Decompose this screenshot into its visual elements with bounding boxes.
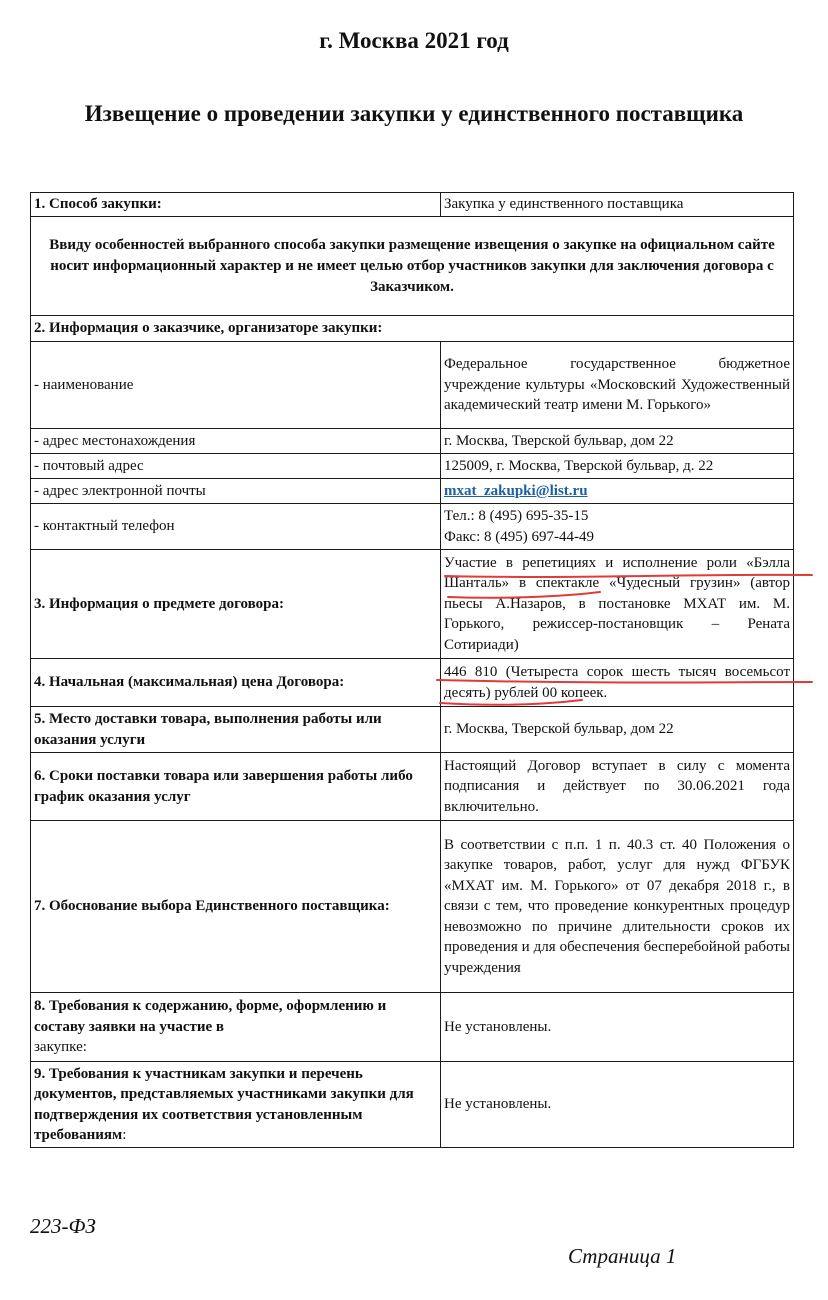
city-year-heading: г. Москва 2021 год xyxy=(319,28,509,53)
procurement-table xyxy=(30,192,794,1148)
phone-value: Тел.: 8 (495) 695-35-15 xyxy=(444,508,589,524)
application-requirements-bold: 8. Требования к содержанию, форме, оформлению и составу заявки на участие в xyxy=(34,998,387,1035)
table-row xyxy=(31,429,794,454)
postal-value: 125009, г. Москва, Тверской бульвар, д. 22 xyxy=(441,454,794,479)
fax-value: Факс: 8 (495) 697-44-49 xyxy=(444,528,594,545)
price-label: 4. Начальная (максимальная) цена Договора: xyxy=(31,659,441,707)
participant-requirements-bold: 9. Требования к участникам закупки и перечень документов, представляемых участниками закупки для подтверждения их соответствия установленным требованиям xyxy=(34,1065,414,1143)
document-title: Извещение о проведении закупки у единственного поставщика xyxy=(84,101,744,126)
table-row xyxy=(31,993,794,1062)
delivery-place-value: г. Москва, Тверской бульвар, дом 22 xyxy=(441,707,794,753)
table-row xyxy=(31,342,794,429)
page-number: Страница 1 xyxy=(568,1244,677,1268)
table-row xyxy=(31,1062,794,1148)
email-cell xyxy=(441,479,794,504)
terms-label: 6. Сроки поставки товара или завершения работы либо график оказания услуг xyxy=(31,753,441,821)
justification-value: В соответствии с п.п. 1 п. 40.3 ст. 40 Положения о закупке товаров, работ, услуг для нужд ФГБУК «МХАТ им. М. Горького» от 07 декабря 2018 г., в связи с тем, что проведение конкурентных процедур невозможно по причине длительности сроков их проведения и для обеспечения бесперебойной работы учреждения xyxy=(441,821,794,993)
phone-cell xyxy=(441,504,794,550)
application-requirements-label xyxy=(31,993,441,1062)
table-row xyxy=(31,659,794,707)
table-row xyxy=(31,479,794,504)
notice-text: Ввиду особенностей выбранного способа закупки размещение извещения о закупке на официальном сайте носит информационный характер и не имеет целью отбор участников закупки для заключения договора с Заказчиком. xyxy=(31,217,794,316)
table-row xyxy=(31,753,794,821)
terms-value: Настоящий Договор вступает в силу с момента подписания и действует по 30.06.2021 года включительно. xyxy=(441,753,794,821)
participant-requirements-value: Не установлены. xyxy=(441,1062,794,1148)
table-row xyxy=(31,821,794,993)
delivery-place-label: 5. Место доставки товара, выполнения работы или оказания услуги xyxy=(31,707,441,753)
phone-label: - контактный телефон xyxy=(31,504,441,550)
name-value: Федеральное государственное бюджетное учреждение культуры «Московский Художественный академический театр имени М. Горького» xyxy=(441,342,794,429)
table-row xyxy=(31,217,794,316)
table-row xyxy=(31,550,794,659)
application-requirements-tail: закупке: xyxy=(34,1039,87,1056)
method-value: Закупка у единственного поставщика xyxy=(441,193,794,217)
table-row xyxy=(31,504,794,550)
address-label: - адрес местонахождения xyxy=(31,429,441,454)
subject-value: Участие в репетициях и исполнение роли «Бэлла Шанталь» в спектакле «Чудесный грузин» (автор пьесы А.Назаров, в постановке МХАТ им. М. Горького, режиссер-постановщик – Рената Сотириади) xyxy=(441,550,794,659)
law-reference: 223-ФЗ xyxy=(30,1214,96,1238)
customer-info-heading: 2. Информация о заказчике, организаторе закупки: xyxy=(31,316,794,342)
table-row xyxy=(31,316,794,342)
email-link[interactable]: mxat_zakupki@list.ru xyxy=(444,482,588,499)
method-label: 1. Способ закупки: xyxy=(31,193,441,217)
justification-label: 7. Обоснование выбора Единственного поставщика: xyxy=(31,821,441,993)
participant-requirements-tail: : xyxy=(122,1127,127,1143)
postal-label: - почтовый адрес xyxy=(31,454,441,479)
application-requirements-value: Не установлены. xyxy=(441,993,794,1062)
table-row xyxy=(31,454,794,479)
address-value: г. Москва, Тверской бульвар, дом 22 xyxy=(441,429,794,454)
table-row xyxy=(31,193,794,217)
table-row xyxy=(31,707,794,753)
price-value: 446 810 (Четыреста сорок шесть тысяч восемьсот десять) рублей 00 копеек. xyxy=(441,659,794,707)
subject-label: 3. Информация о предмете договора: xyxy=(31,550,441,659)
name-label: - наименование xyxy=(31,342,441,429)
participant-requirements-label xyxy=(31,1062,441,1148)
email-label: - адрес электронной почты xyxy=(31,479,441,504)
